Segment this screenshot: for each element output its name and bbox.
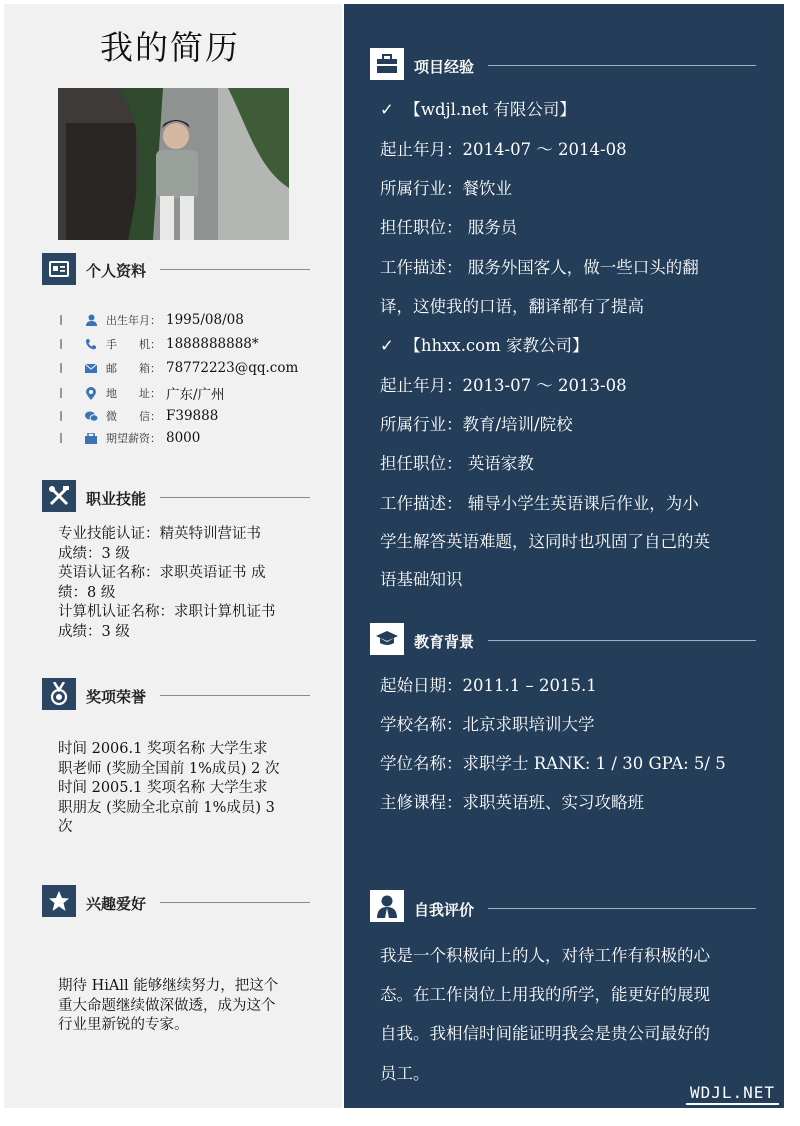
divider <box>488 640 756 641</box>
section-title-awards: 奖项荣誉 <box>86 688 147 706</box>
section-title-skills: 职业技能 <box>86 490 147 508</box>
project-description: 语基础知识 <box>380 570 463 589</box>
medal-icon <box>42 678 76 710</box>
self-eval-line: 态。在工作岗位上用我的所学，能更好的展现 <box>380 985 710 1004</box>
education-degree: 学位名称：求职学士 RANK: 1 / 30 GPA: 5/ 5 <box>380 754 726 773</box>
row-marker <box>60 388 62 398</box>
project-industry: 所属行业：教育/培训/院校 <box>380 415 573 434</box>
mail-icon <box>84 361 98 375</box>
hobbies-line: 期待 HiAll 能够继续努力，把这个 <box>58 978 279 994</box>
section-title-projects: 项目经验 <box>414 58 475 76</box>
briefcase-icon <box>370 48 404 80</box>
row-marker <box>60 411 62 421</box>
awards-line: 次 <box>58 819 73 835</box>
info-label: 邮 箱： <box>106 362 161 375</box>
info-value: 1888888888* <box>166 336 259 352</box>
info-value: 8000 <box>166 430 201 446</box>
project-period: 起止年月：2014-07 ～ 2014-08 <box>380 140 627 159</box>
project-description: 译，这使我的口语，翻译都有了提高 <box>380 297 644 316</box>
info-label: 微 信： <box>106 410 161 423</box>
info-value: 广东/广州 <box>166 387 225 403</box>
check-icon: ✓ <box>380 100 405 119</box>
skills-line: 计算机认证名称：求职计算机证书 <box>58 604 276 620</box>
project-industry: 所属行业：餐饮业 <box>380 179 512 198</box>
hobbies-line: 重大命题继续做深做透，成为这个 <box>58 997 276 1014</box>
section-title-self-eval: 自我评价 <box>414 901 475 919</box>
resume-title: 我的简历 <box>100 28 240 67</box>
divider <box>160 695 310 696</box>
personal-info-row <box>60 334 330 354</box>
person-icon <box>84 313 98 327</box>
education-dates: 起始日期：2011.1 – 2015.1 <box>380 676 597 695</box>
self-eval-line: 员工。 <box>380 1064 430 1083</box>
wallet-icon <box>84 431 98 445</box>
personal-info-row <box>60 406 330 426</box>
skills-line: 英语认证名称：求职英语证书 成 <box>58 565 266 581</box>
info-label: 出生年月： <box>106 314 161 327</box>
self-eval-line: 自我。我相信时间能证明我会是贵公司最好的 <box>380 1024 710 1043</box>
watermark: WDJL.NET <box>686 1084 779 1105</box>
personal-info-row <box>60 358 330 378</box>
graduation-cap-icon <box>370 623 404 655</box>
section-title-education: 教育背景 <box>414 633 475 651</box>
project-company: ✓ 【hhxx.com 家教公司】 <box>380 336 589 355</box>
row-marker <box>60 339 62 349</box>
personal-info-row <box>60 310 330 330</box>
awards-text <box>58 740 308 838</box>
project-position: 担任职位： 英语家教 <box>380 454 534 473</box>
row-marker <box>60 363 62 373</box>
info-label: 地 址： <box>106 387 161 400</box>
skills-text <box>58 525 308 642</box>
skills-line: 绩：8 级 <box>58 584 116 601</box>
education-school: 学校名称：北京求职培训大学 <box>380 715 595 734</box>
project-position: 担任职位： 服务员 <box>380 218 518 237</box>
awards-line: 时间 2005.1 奖项名称 大学生求 <box>58 780 268 796</box>
personal-info-row <box>60 428 330 448</box>
awards-line: 职老师 (奖励全国前 1%成员) 2 次 <box>58 760 280 777</box>
skills-line: 成绩：3 级 <box>58 623 130 640</box>
star-icon <box>42 885 76 917</box>
check-icon: ✓ <box>380 336 405 355</box>
wechat-icon <box>84 409 98 423</box>
person-silhouette-icon <box>370 890 404 922</box>
divider <box>160 902 310 903</box>
tools-icon <box>42 480 76 512</box>
hobbies-line: 行业里新锐的专家。 <box>58 1017 189 1033</box>
project-period: 起止年月：2013-07 ～ 2013-08 <box>380 376 627 395</box>
info-label: 手 机： <box>106 338 161 351</box>
project-description: 工作描述： 服务外国客人，做一些口头的翻 <box>380 258 699 277</box>
hobbies-text <box>58 977 308 1036</box>
location-icon <box>84 386 98 400</box>
divider <box>488 908 756 909</box>
education-courses: 主修课程：求职英语班、实习攻略班 <box>380 793 644 812</box>
skills-line: 成绩：3 级 <box>58 545 130 562</box>
self-eval-line: 我是一个积极向上的人，对待工作有积极的心 <box>380 946 710 965</box>
divider <box>160 269 310 270</box>
section-title-hobbies: 兴趣爱好 <box>86 895 147 913</box>
awards-line: 时间 2006.1 奖项名称 大学生求 <box>58 741 268 757</box>
id-card-icon <box>42 253 76 285</box>
info-value: 78772223@qq.com <box>166 360 299 376</box>
divider <box>160 497 310 498</box>
phone-icon <box>84 337 98 351</box>
section-title-personal: 个人资料 <box>86 262 147 280</box>
skills-line: 专业技能认证：精英特训营证书 <box>58 526 261 542</box>
personal-info-row <box>60 383 330 403</box>
info-value: F39888 <box>166 408 219 424</box>
project-description: 学生解答英语难题，这同时也巩固了自己的英 <box>380 532 710 551</box>
awards-line: 职朋友 (奖励全北京前 1%成员) 3 <box>58 799 275 816</box>
row-marker <box>60 433 62 443</box>
row-marker <box>60 315 62 325</box>
project-description: 工作描述： 辅导小学生英语课后作业，为小 <box>380 494 699 513</box>
photo-image <box>58 88 289 240</box>
profile-photo <box>58 88 289 240</box>
divider <box>488 65 756 66</box>
project-company: ✓ 【wdjl.net 有限公司】 <box>380 100 576 119</box>
info-value: 1995/08/08 <box>166 312 244 328</box>
info-label: 期望薪资： <box>106 432 161 445</box>
